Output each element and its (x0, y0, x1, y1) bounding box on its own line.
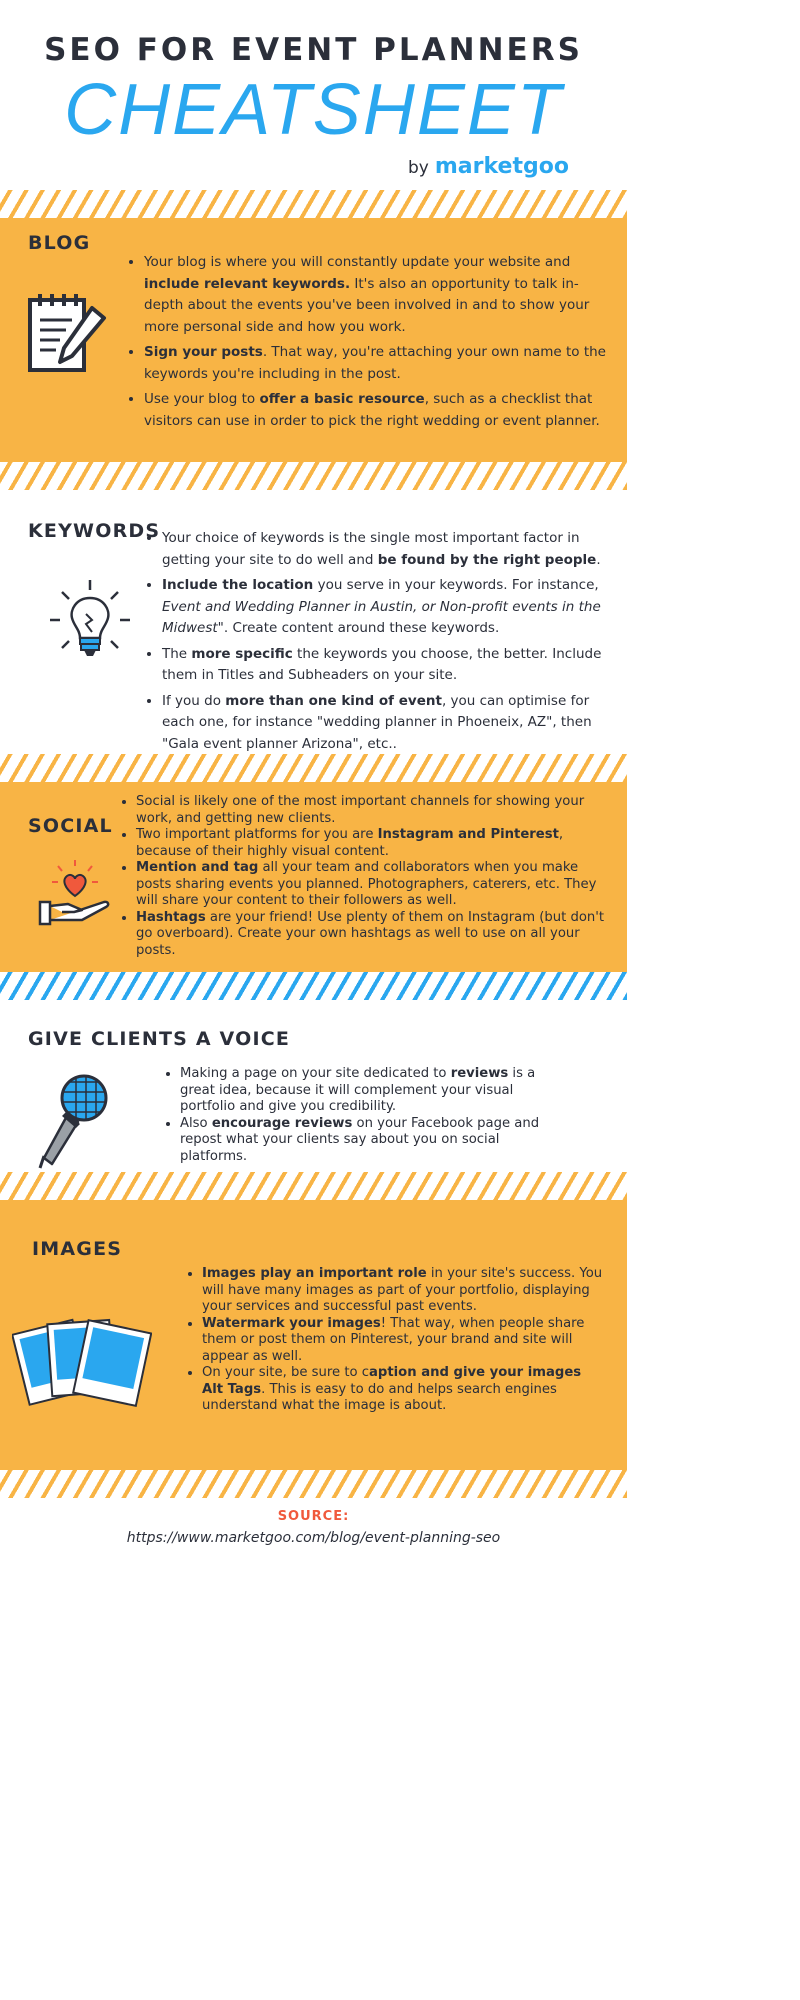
keywords-bullets (144, 528, 616, 759)
photos-icon (12, 1312, 152, 1416)
lightbulb-icon (48, 578, 132, 666)
list-item: • Social is likely one of the most important channels for showing your work, and getting new clients. (136, 794, 616, 827)
list-item: • Use your blog to offer a basic resource, such as a checklist that visitors can use in order to pick the right wedding or event planner. (144, 389, 614, 432)
stripe-divider (0, 1172, 627, 1200)
voice-bullets (162, 1066, 566, 1165)
images-bullets (184, 1266, 604, 1415)
stripe-divider (0, 190, 627, 218)
stripe-divider (0, 754, 627, 782)
list-item: • Include the location you serve in your keywords. For instance, Event and Wedding Planner in Austin, or Non-profit events in the Midwest". Create content around these keywords. (162, 575, 616, 640)
voice-heading: GIVE CLIENTS A VOICE (28, 1028, 291, 1050)
byline-by: by (408, 158, 429, 178)
list-item: • The more specific the keywords you choose, the better. Include them in Titles and Subheaders on your site. (162, 644, 616, 687)
keywords-heading: KEYWORDS (28, 520, 161, 542)
byline (408, 154, 569, 179)
list-item: • Making a page on your site dedicated to reviews is a great idea, because it will complement your visual portfolio and give you credibility. (180, 1066, 566, 1116)
brand-logo-text: marketgoo (434, 154, 569, 179)
title-line-1: SEO FOR EVENT PLANNERS (44, 32, 583, 68)
list-item: • Two important platforms for you are Instagram and Pinterest, because of their highly visual content. (136, 827, 616, 860)
heart-in-hand-icon (38, 858, 112, 932)
list-item: • Sign your posts. That way, you're attaching your own name to the keywords you're including in the post. (144, 342, 614, 385)
list-item: • Mention and tag all your team and collaborators when you make posts sharing events you planned. Photographers, caterers, etc. They will share your content to their followers as well. (136, 860, 616, 910)
stripe-divider (0, 462, 627, 490)
images-heading: IMAGES (32, 1238, 123, 1260)
source-label: SOURCE: (277, 1509, 350, 1524)
notepad-pencil-icon (26, 290, 112, 384)
blog-heading: BLOG (28, 232, 91, 254)
microphone-icon (30, 1072, 110, 1176)
stripe-divider (0, 972, 627, 1000)
social-bullets (118, 794, 616, 959)
list-item: • If you do more than one kind of event, you can optimise for each one, for instance "wedding planner in Phoeneix, AZ", then "Gala event planner Arizona", etc.. (162, 691, 616, 756)
blog-bullets (126, 252, 614, 436)
list-item: • On your site, be sure to caption and give your images Alt Tags. This is easy to do and helps search engines understand what the image is about. (202, 1365, 604, 1415)
source-link[interactable]: https://www.marketgoo.com/blog/event-planning-seo (126, 1530, 501, 1546)
social-heading: SOCIAL (28, 815, 113, 837)
list-item: • Watermark your images! That way, when people share them or post them on Pinterest, your brand and site will appear as well. (202, 1316, 604, 1366)
stripe-divider (0, 1470, 627, 1498)
list-item: • Your choice of keywords is the single most important factor in getting your site to do well and be found by the right people. (162, 528, 616, 571)
list-item: • Hashtags are your friend! Use plenty of them on Instagram (but don't go overboard). Create your own hashtags as well to use on all your posts. (136, 910, 616, 960)
list-item: • Also encourage reviews on your Facebook page and repost what your clients say about you on social platforms. (180, 1116, 566, 1166)
list-item: • Your blog is where you will constantly update your website and include relevant keywords. It's also an opportunity to talk in-depth about the events you've been involved in and to show your more personal side and how you work. (144, 252, 614, 338)
title-line-2: CHEATSHEET (64, 70, 563, 150)
list-item: • Images play an important role in your site's success. You will have many images as part of your portfolio, displaying your services and successful past events. (202, 1266, 604, 1316)
